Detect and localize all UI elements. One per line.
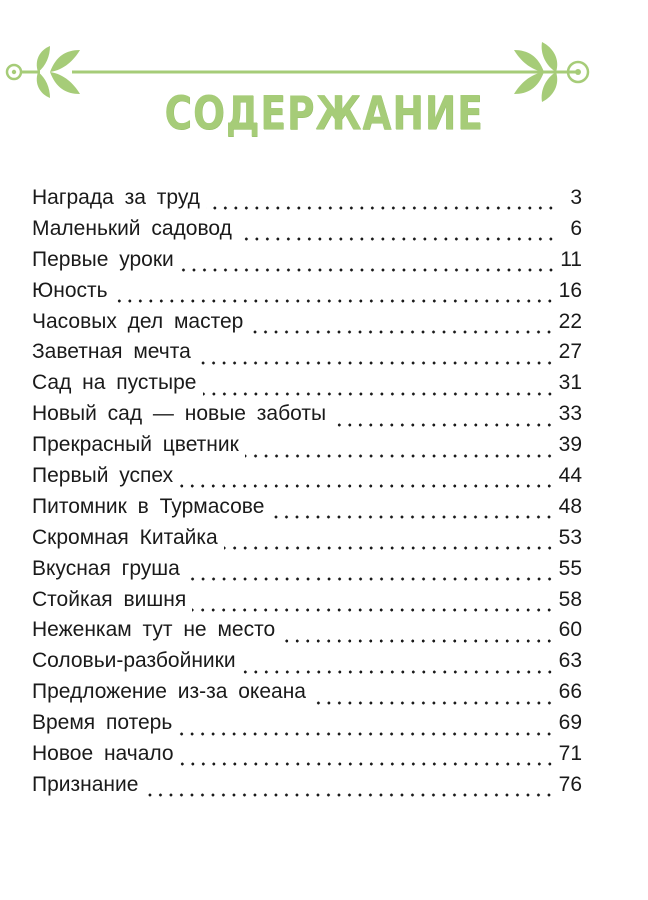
- toc-entry-page-number: 53: [558, 525, 582, 549]
- toc-entry: [32, 433, 582, 464]
- toc-entry: [32, 649, 582, 680]
- toc-entry: [32, 588, 582, 619]
- toc-entry-page-number: 76: [558, 772, 582, 796]
- toc-entry-title: Новое начало: [32, 742, 174, 766]
- toc-entry-title: Признание: [32, 772, 139, 796]
- toc-entry-title: Предложение из-за океана: [32, 680, 306, 704]
- toc-entry-page-number: 44: [558, 464, 582, 488]
- dot-leader: [114, 299, 555, 303]
- toc-entry-page-number: 60: [558, 618, 582, 642]
- toc-entry-page-number: 6: [570, 216, 582, 240]
- toc-entry-page-number: 66: [558, 680, 582, 704]
- toc-entry-page-number: 63: [558, 649, 582, 673]
- toc-entry-title: Маленький садовод: [32, 216, 232, 240]
- toc-entry: [32, 773, 582, 804]
- dot-leader: [179, 484, 555, 488]
- toc-entry: [32, 340, 582, 371]
- toc-entry: [32, 680, 582, 711]
- toc-entry-title: Время потерь: [32, 711, 173, 735]
- toc-entry-title: Первый успех: [32, 464, 174, 488]
- dot-leader: [203, 392, 555, 396]
- toc-entry-title: Награда за труд: [32, 186, 200, 209]
- dot-leader: [281, 639, 555, 643]
- dot-leader: [238, 237, 556, 241]
- toc-entry: [32, 186, 582, 217]
- toc-entry-page-number: 58: [558, 587, 582, 611]
- toc-entry-title: Часовых дел мастер: [32, 309, 244, 333]
- dot-leader: [144, 793, 554, 797]
- dot-leader: [197, 361, 555, 365]
- dot-leader: [249, 330, 554, 334]
- toc-entry: [32, 464, 582, 495]
- toc-entry-page-number: 22: [558, 309, 582, 333]
- dot-leader: [180, 762, 555, 766]
- dot-leader: [180, 268, 556, 272]
- toc-entry-page-number: 31: [558, 371, 582, 395]
- toc-entry: [32, 618, 582, 649]
- dot-leader: [270, 515, 554, 519]
- toc-entry-title: Стойкая вишня: [32, 587, 187, 611]
- toc-entry-page-number: 69: [558, 711, 582, 735]
- toc-entry: [32, 742, 582, 773]
- toc-entry: [32, 371, 582, 402]
- dot-leader: [178, 732, 554, 736]
- dot-leader: [224, 546, 555, 550]
- toc-entry-page-number: 3: [570, 186, 582, 209]
- dot-leader: [186, 577, 555, 581]
- toc-entry-title: Скромная Китайка: [32, 525, 218, 549]
- toc-entry: [32, 402, 582, 433]
- dot-leader: [206, 206, 556, 210]
- toc-entry-page-number: 55: [558, 556, 582, 580]
- toc-entry: [32, 711, 582, 742]
- page-title: СОДЕРЖАНИЕ: [164, 86, 484, 140]
- toc-entry: [32, 495, 582, 526]
- toc-entry-page-number: 39: [558, 433, 582, 457]
- toc-entry: [32, 217, 582, 248]
- dot-leader: [332, 423, 555, 427]
- toc-entry-page-number: 16: [558, 278, 582, 302]
- toc-entry: [32, 279, 582, 310]
- toc-entry-title: Прекрасный цветник: [32, 433, 239, 457]
- toc-entry-title: Новый сад — новые заботы: [32, 402, 327, 426]
- toc-entry-title: Неженкам тут не место: [32, 618, 276, 642]
- toc-entry-title: Заветная мечта: [32, 340, 191, 364]
- dot-leader: [245, 454, 555, 458]
- toc-entry-title: Первые уроки: [32, 247, 174, 271]
- toc-entry-title: Питомник в Турмасове: [32, 494, 265, 518]
- toc-entry-page-number: 71: [558, 742, 582, 766]
- dot-leader: [242, 670, 555, 674]
- table-of-contents: [32, 186, 582, 804]
- dot-leader: [312, 701, 555, 705]
- toc-entry-page-number: 33: [558, 402, 582, 426]
- toc-entry-page-number: 11: [560, 247, 582, 271]
- toc-entry-page-number: 27: [558, 340, 582, 364]
- toc-entry-page-number: 48: [558, 494, 582, 518]
- toc-entry-title: Вкусная груша: [32, 556, 180, 580]
- toc-entry: [32, 248, 582, 279]
- toc-entry-title: Юность: [32, 278, 108, 302]
- toc-entry-title: Сад на пустыре: [32, 371, 197, 395]
- dot-leader: [192, 608, 554, 612]
- toc-entry-title: Соловьи-разбойники: [32, 649, 236, 673]
- toc-entry: [32, 526, 582, 557]
- toc-entry: [32, 310, 582, 341]
- toc-entry: [32, 557, 582, 588]
